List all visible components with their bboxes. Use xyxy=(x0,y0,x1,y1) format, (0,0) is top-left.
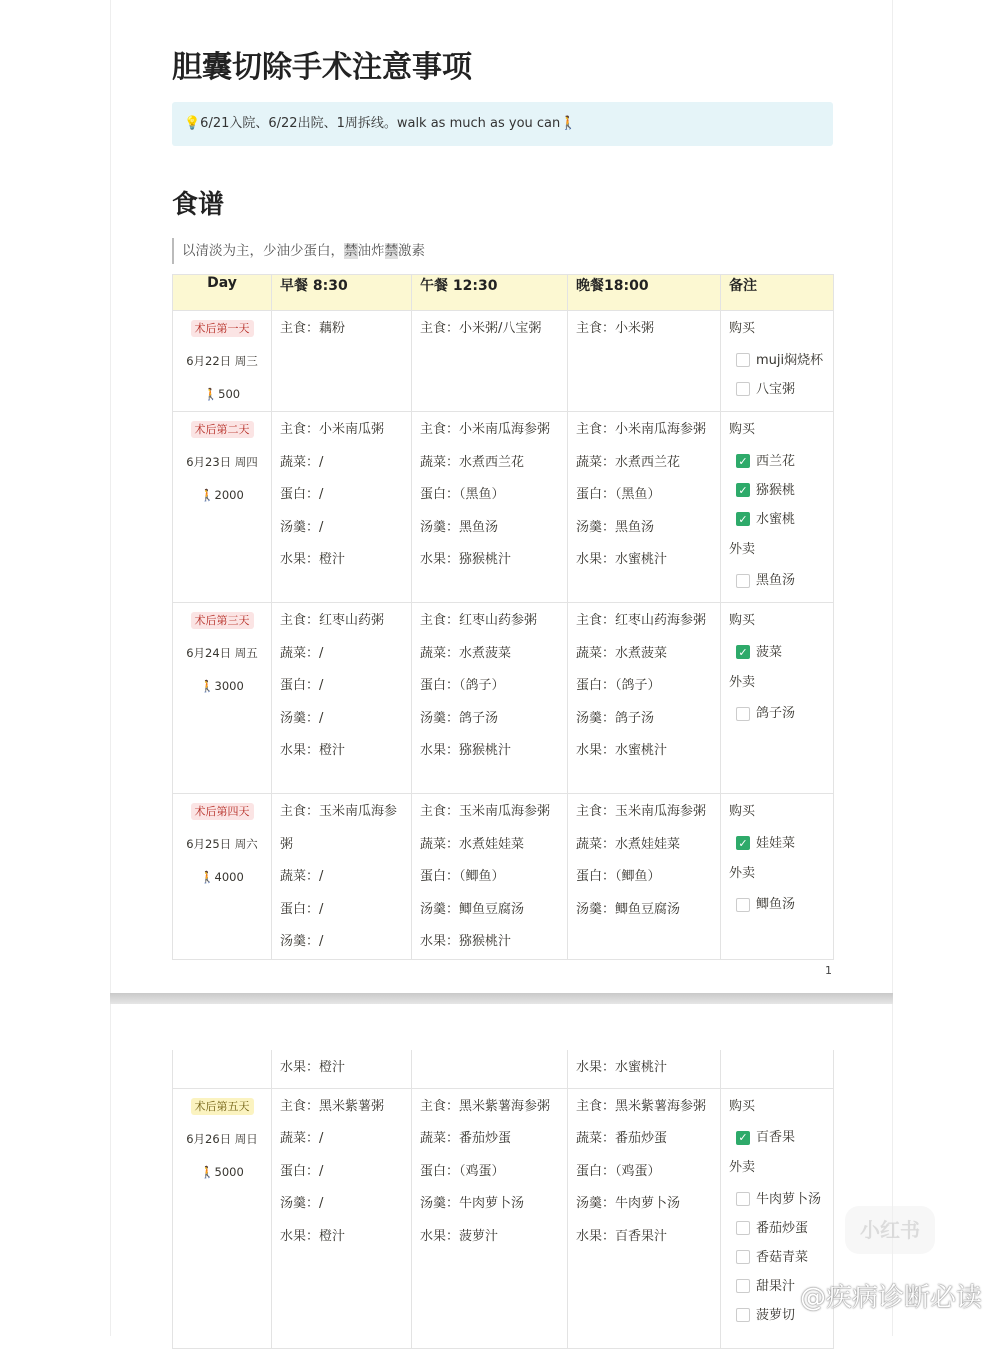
checklist-item[interactable] xyxy=(729,447,825,476)
table-row xyxy=(173,794,834,960)
checkbox-icon[interactable] xyxy=(736,1279,750,1293)
cell-line: 蛋白：（黑鱼） xyxy=(576,487,661,502)
cell-line: 主食：红枣山药参粥 xyxy=(420,613,538,628)
checkbox-icon[interactable] xyxy=(736,382,750,396)
callout-text: 💡6/21入院、6/22出院、1周拆线。walk as much as you can🚶 xyxy=(184,116,577,131)
checklist-item[interactable] xyxy=(729,890,825,919)
checklist-label: 八宝粥 xyxy=(756,381,796,397)
cell-line: 汤羹：鲫鱼豆腐汤 xyxy=(576,901,681,917)
cell-line: 蔬菜：水煮菠菜 xyxy=(576,645,668,661)
cell-line: 汤羹：黑鱼汤 xyxy=(420,519,499,535)
cell-line: 主食：玉米南瓜海参粥 xyxy=(420,804,551,819)
checklist-label: 鲫鱼汤 xyxy=(756,897,796,912)
checklist-item[interactable] xyxy=(729,505,825,534)
checkbox-icon[interactable] xyxy=(736,1221,750,1235)
cell-line: 主食：黑米紫薯海参粥 xyxy=(420,1098,551,1114)
page-break xyxy=(110,993,893,1004)
quote-text: 油炸 xyxy=(357,243,385,259)
cell-line: 蔬菜：水煮娃娃菜 xyxy=(576,836,681,852)
notes-label: 外卖 xyxy=(729,541,756,557)
header-notes: 备注 xyxy=(721,275,834,311)
checklist-label: 牛肉萝卜汤 xyxy=(756,1191,822,1207)
notes-label: 购买 xyxy=(729,321,756,336)
checkbox-checked-icon[interactable]: ✓ xyxy=(736,645,750,659)
day-cell xyxy=(173,412,272,603)
checklist-item[interactable] xyxy=(729,1123,825,1152)
day-cell xyxy=(173,794,272,960)
cell-line: 水果：橙汁 xyxy=(280,1060,346,1075)
cell-line: 主食：红枣山药粥 xyxy=(280,613,385,628)
checklist-label: 甜果汁 xyxy=(756,1278,796,1294)
checklist-label: 西兰花 xyxy=(756,453,796,469)
quote-highlight: 禁 xyxy=(344,243,358,259)
cell-line: 蔬菜：/ xyxy=(280,869,324,884)
day-tag: 术后第三天 xyxy=(191,612,254,629)
day-tag: 术后第二天 xyxy=(191,421,254,438)
cell-line: 汤羹：黑鱼汤 xyxy=(576,519,655,535)
notes-label: 购买 xyxy=(729,804,756,819)
day-tag: 术后第五天 xyxy=(191,1098,254,1115)
notes-cell xyxy=(721,603,834,794)
day-date: 6月25日 周六 xyxy=(186,837,258,851)
checkbox-icon[interactable] xyxy=(736,574,750,588)
header-lunch: 午餐 12:30 xyxy=(412,275,568,311)
lunch-cell xyxy=(412,794,568,960)
checklist-label: 番茄炒蛋 xyxy=(756,1220,809,1236)
cell-line: 主食：玉米南瓜海参粥 xyxy=(576,804,707,819)
cell-line: 水果：菠萝汁 xyxy=(420,1228,499,1244)
cell-line: 水果：百香果汁 xyxy=(576,1228,668,1244)
watermark-text: @疾病诊断必读 xyxy=(799,1283,982,1313)
header-day: Day xyxy=(173,275,272,311)
table-header-row xyxy=(173,275,834,311)
checklist-label: 娃娃菜 xyxy=(756,835,796,851)
cell-line: 汤羹：/ xyxy=(280,934,324,949)
cell-line: 主食：小米粥/八宝粥 xyxy=(420,321,542,336)
step-count: 🚶3000 xyxy=(200,679,244,693)
checkbox-checked-icon[interactable]: ✓ xyxy=(736,454,750,468)
recipe-table-continued xyxy=(172,1050,834,1349)
checkbox-checked-icon[interactable]: ✓ xyxy=(736,483,750,497)
header-dinner: 晚餐18:00 xyxy=(568,275,721,311)
day-tag: 术后第一天 xyxy=(191,320,254,337)
lunch-cell xyxy=(412,412,568,603)
cell-line: 蔬菜：番茄炒蛋 xyxy=(420,1131,512,1146)
checkbox-checked-icon[interactable]: ✓ xyxy=(736,1131,750,1145)
step-count: 🚶2000 xyxy=(200,488,244,502)
checklist-item[interactable] xyxy=(729,1243,825,1272)
quote-text: 以清淡为主，少油少蛋白， xyxy=(182,243,344,259)
cell-line: 水果：橙汁 xyxy=(280,743,346,758)
page-number: 1 xyxy=(825,964,832,977)
cell-line: 汤羹：/ xyxy=(280,1196,324,1211)
day-tag-wrap xyxy=(181,1091,263,1115)
cell-line: 水果：猕猴桃汁 xyxy=(420,934,512,949)
cell-line: 蛋白：/ xyxy=(280,1163,324,1179)
dinner-cell xyxy=(568,412,721,603)
table-row xyxy=(173,1088,834,1348)
quote-block xyxy=(172,238,425,264)
cell-line: 蔬菜：水煮菠菜 xyxy=(420,645,512,661)
lunch-cell xyxy=(412,1088,568,1348)
cell-line: 水果：水蜜桃汁 xyxy=(576,1060,668,1075)
cell-line: 主食：黑米紫薯海参粥 xyxy=(576,1098,707,1114)
notes-label: 外卖 xyxy=(729,865,756,881)
checkbox-icon[interactable] xyxy=(736,707,750,721)
day-tag-wrap xyxy=(181,414,263,438)
cell-line: 主食：红枣山药海参粥 xyxy=(576,613,707,628)
cell-line: 汤羹：/ xyxy=(280,710,324,726)
checklist-item[interactable] xyxy=(729,638,825,667)
checklist-item[interactable] xyxy=(729,699,825,728)
dinner-cell xyxy=(568,311,721,412)
cell-line: 主食：小米南瓜海参粥 xyxy=(420,422,551,437)
recipe-table xyxy=(172,274,834,960)
checkbox-icon[interactable] xyxy=(736,1308,750,1322)
breakfast-cell xyxy=(272,311,412,412)
breakfast-cell xyxy=(272,1088,412,1348)
checklist-label: 香菇青菜 xyxy=(756,1249,809,1265)
table-row-continuation xyxy=(173,1050,834,1088)
checklist-item[interactable] xyxy=(729,1185,825,1214)
notes-label: 购买 xyxy=(729,613,756,628)
checkbox-icon[interactable] xyxy=(736,353,750,367)
cell-line: 蛋白：（鸽子） xyxy=(420,678,505,693)
notes-cell xyxy=(721,412,834,603)
header-breakfast: 早餐 8:30 xyxy=(272,275,412,311)
step-count: 🚶4000 xyxy=(200,870,244,884)
day-date: 6月23日 周四 xyxy=(186,455,258,469)
checklist-label: 菠菜 xyxy=(756,644,783,660)
table-row xyxy=(173,311,834,412)
day-date: 6月22日 周三 xyxy=(186,354,258,368)
section-heading: 食谱 xyxy=(172,190,225,220)
checklist-item[interactable] xyxy=(729,829,825,858)
dinner-cell xyxy=(568,1088,721,1348)
breakfast-cell xyxy=(272,603,412,794)
cell-line: 主食：小米南瓜粥 xyxy=(280,422,385,437)
checklist-item[interactable] xyxy=(729,1214,825,1243)
cell-line: 蛋白：（鸡蛋） xyxy=(576,1163,661,1179)
notes-label: 外卖 xyxy=(729,1160,756,1175)
cell-line: 蛋白：（鸽子） xyxy=(576,678,661,693)
cell-line: 蔬菜：水煮娃娃菜 xyxy=(420,836,525,852)
step-count: 🚶500 xyxy=(203,387,241,401)
day-cell xyxy=(173,311,272,412)
notes-cell xyxy=(721,311,834,412)
table-row xyxy=(173,603,834,794)
notes-label: 购买 xyxy=(729,422,756,437)
step-count: 🚶5000 xyxy=(200,1164,244,1179)
document-page-2 xyxy=(110,1004,893,1336)
cell-line: 蛋白：（鲫鱼） xyxy=(576,869,661,884)
day-tag-wrap xyxy=(181,605,263,629)
checklist-item[interactable] xyxy=(729,566,825,595)
cell-line: 蔬菜：番茄炒蛋 xyxy=(576,1131,668,1146)
cell-line: 汤羹：/ xyxy=(280,519,324,535)
checklist-label: 水蜜桃 xyxy=(756,511,796,527)
cell-line: 蔬菜：/ xyxy=(280,454,324,470)
checklist-label: 百香果 xyxy=(756,1130,796,1145)
document-page-1 xyxy=(110,0,893,993)
cell-line: 蛋白：（黑鱼） xyxy=(420,487,505,502)
checklist-label: 黑鱼汤 xyxy=(756,573,796,588)
cell-line: 蛋白：（鲫鱼） xyxy=(420,869,505,884)
day-cell xyxy=(173,1088,272,1348)
cell-line: 主食：小米粥 xyxy=(576,321,655,336)
checklist-item[interactable] xyxy=(729,476,825,505)
cell-line: 蔬菜：水煮西兰花 xyxy=(420,454,525,470)
cell-line: 汤羹：牛肉萝卜汤 xyxy=(576,1196,681,1211)
callout-block xyxy=(172,102,833,146)
day-cell xyxy=(173,603,272,794)
day-tag: 术后第四天 xyxy=(191,803,254,820)
cell-line: 主食：玉米南瓜海参粥 xyxy=(280,804,398,852)
cell-line: 水果：猕猴桃汁 xyxy=(420,552,512,567)
quote-text: 激素 xyxy=(398,243,425,259)
quote-highlight: 禁 xyxy=(384,243,398,259)
cell-line: 主食：藕粉 xyxy=(280,321,346,336)
cell-line: 水果：橙汁 xyxy=(280,1228,346,1244)
cell-line: 水果：猕猴桃汁 xyxy=(420,743,512,758)
cell-line: 水果：水蜜桃汁 xyxy=(576,743,668,758)
notes-cell xyxy=(721,794,834,960)
cell-line: 蛋白：/ xyxy=(280,901,324,917)
checklist-label: 菠萝切 xyxy=(756,1307,796,1323)
cell-line: 汤羹：鸽子汤 xyxy=(576,710,655,726)
cell-line: 汤羹：鲫鱼豆腐汤 xyxy=(420,901,525,917)
cell-line: 蔬菜：/ xyxy=(280,645,324,661)
checklist-item[interactable] xyxy=(729,346,825,375)
cell-line: 汤羹：鸽子汤 xyxy=(420,710,499,726)
notes-label: 购买 xyxy=(729,1098,756,1114)
day-tag-wrap xyxy=(181,796,263,820)
cell-line: 蛋白：（鸡蛋） xyxy=(420,1163,505,1179)
dinner-cell xyxy=(568,603,721,794)
checkbox-checked-icon[interactable]: ✓ xyxy=(736,512,750,526)
page-title: 胆囊切除手术注意事项 xyxy=(172,50,472,85)
cell-line: 主食：黑米紫薯粥 xyxy=(280,1098,385,1114)
cell-line: 水果：水蜜桃汁 xyxy=(576,552,668,567)
breakfast-cell xyxy=(272,412,412,603)
checklist-label: 鸽子汤 xyxy=(756,706,796,721)
xiaohongshu-logo-watermark: 小红书 xyxy=(845,1206,935,1254)
checklist-item[interactable] xyxy=(729,375,825,404)
day-tag-wrap xyxy=(181,313,263,337)
day-date: 6月26日 周日 xyxy=(186,1131,258,1146)
cell-line: 蔬菜：/ xyxy=(280,1131,324,1146)
breakfast-cell xyxy=(272,794,412,960)
cell-line: 主食：小米南瓜海参粥 xyxy=(576,422,707,437)
cell-line: 蛋白：/ xyxy=(280,678,324,693)
cell-line: 蔬菜：水煮西兰花 xyxy=(576,454,681,470)
cell-line: 蛋白：/ xyxy=(280,487,324,502)
checkbox-checked-icon[interactable]: ✓ xyxy=(736,836,750,850)
day-date: 6月24日 周五 xyxy=(186,646,258,660)
cell-line: 水果：橙汁 xyxy=(280,552,346,567)
checkbox-icon[interactable] xyxy=(736,1250,750,1264)
checklist-label: 猕猴桃 xyxy=(756,482,796,498)
checkbox-icon[interactable] xyxy=(736,898,750,912)
dinner-cell xyxy=(568,794,721,960)
table-row xyxy=(173,412,834,603)
notes-label: 外卖 xyxy=(729,674,756,690)
checkbox-icon[interactable] xyxy=(736,1192,750,1206)
cell-line: 汤羹：牛肉萝卜汤 xyxy=(420,1196,525,1211)
lunch-cell xyxy=(412,311,568,412)
lunch-cell xyxy=(412,603,568,794)
checklist-label: muji焖烧杯 xyxy=(756,352,824,368)
